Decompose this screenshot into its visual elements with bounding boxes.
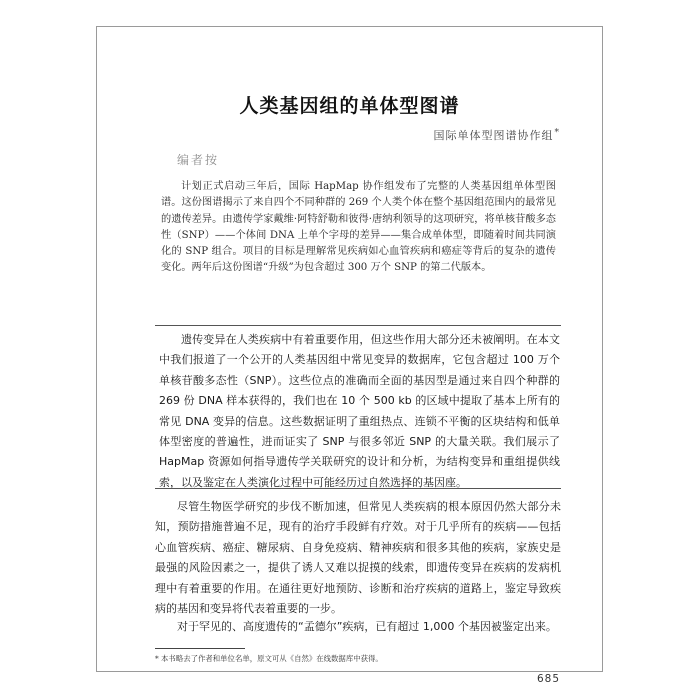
author-footnote-mark: * bbox=[554, 128, 560, 138]
article-author bbox=[434, 127, 561, 143]
editor-note-text: 计划正式启动三年后，国际 HapMap 协作组发布了完整的人类基因组单体型图谱。这份图谱揭示了来自四个不同种群的 269 个人类个体在整个基因组范围内的最常见的遗传差异。由遗传学家戴维·阿特舒勒和彼得·唐纳利领导的这项研究，将单核苷酸多态性（SNP）——个体间 DNA 上单个字母的差异——集合成单体型，即随着时间共同演化的 SNP 组合。项目的目标是理解常见疾病如心血管疾病和癌症等背后的复杂的遗传变化。两年后这份图谱“升级”为包含超过 300 万个 SNP 的第二代版本。 bbox=[161, 181, 556, 274]
footnote-text: * 本书略去了作者和单位名单，原文可从《自然》在线数据库中获得。 bbox=[155, 654, 383, 663]
article-title: 人类基因组的单体型图谱 bbox=[239, 95, 460, 117]
abstract-text: 遗传变异在人类疾病中有着重要作用，但这些作用大部分还未被阐明。在本文中我们报道了一个公开的人类基因组中常见变异的数据库，它包含超过 100 万个单核苷酸多态性（SNP）。这些位点的准确而全面的基因型是通过来自四个种群的 269 份 DNA 样本获得的，我们也在 10 个 500 kb 的区域中提取了基本上所有的常见 DNA 变异的信息。这些数据证明了重组热点、连锁不平衡的区块结构和低单体型密度的普遍性，进而证实了 SNP 与很多邻近 SNP 的大量关联。我们展示了 HapMap 资源如何指导遗传学关联研究的设计和分析，为结构变异和重组提供线索，以及鉴定在人类演化过程中可能经历过自然选择的基因座。 bbox=[159, 333, 560, 489]
author-name: 国际单体型图谱协作组 bbox=[433, 129, 554, 142]
page-number: 685 bbox=[536, 673, 560, 685]
body-paragraph: 对于罕见的、高度遗传的“孟德尔”疾病，已有超过 1,000 个基因被鉴定出来。 bbox=[177, 620, 557, 633]
editor-note-label: 编者按 bbox=[177, 153, 220, 167]
footnote-rule bbox=[155, 648, 245, 649]
book-page bbox=[96, 26, 603, 685]
abstract-bottom-rule bbox=[155, 488, 561, 489]
abstract-top-rule bbox=[155, 325, 561, 326]
body-paragraph: 尽管生物医学研究的步伐不断加速，但常见人类疾病的根本原因仍然大部分未知，预防措施普遍不足，现有的治疗手段鲜有疗效。对于几乎所有的疾病——包括心血管疾病、癌症、糖尿病、自身免疫病、精神疾病和很多其他的疾病，家族史是最强的风险因素之一，提供了诱人又难以捉摸的线索，即遗传变异在疾病的发病机理中有着重要的作用。在通往更好地预防、诊断和治疗疾病的道路上，鉴定导致疾病的基因和变异将代表着重要的一步。 bbox=[155, 500, 561, 616]
